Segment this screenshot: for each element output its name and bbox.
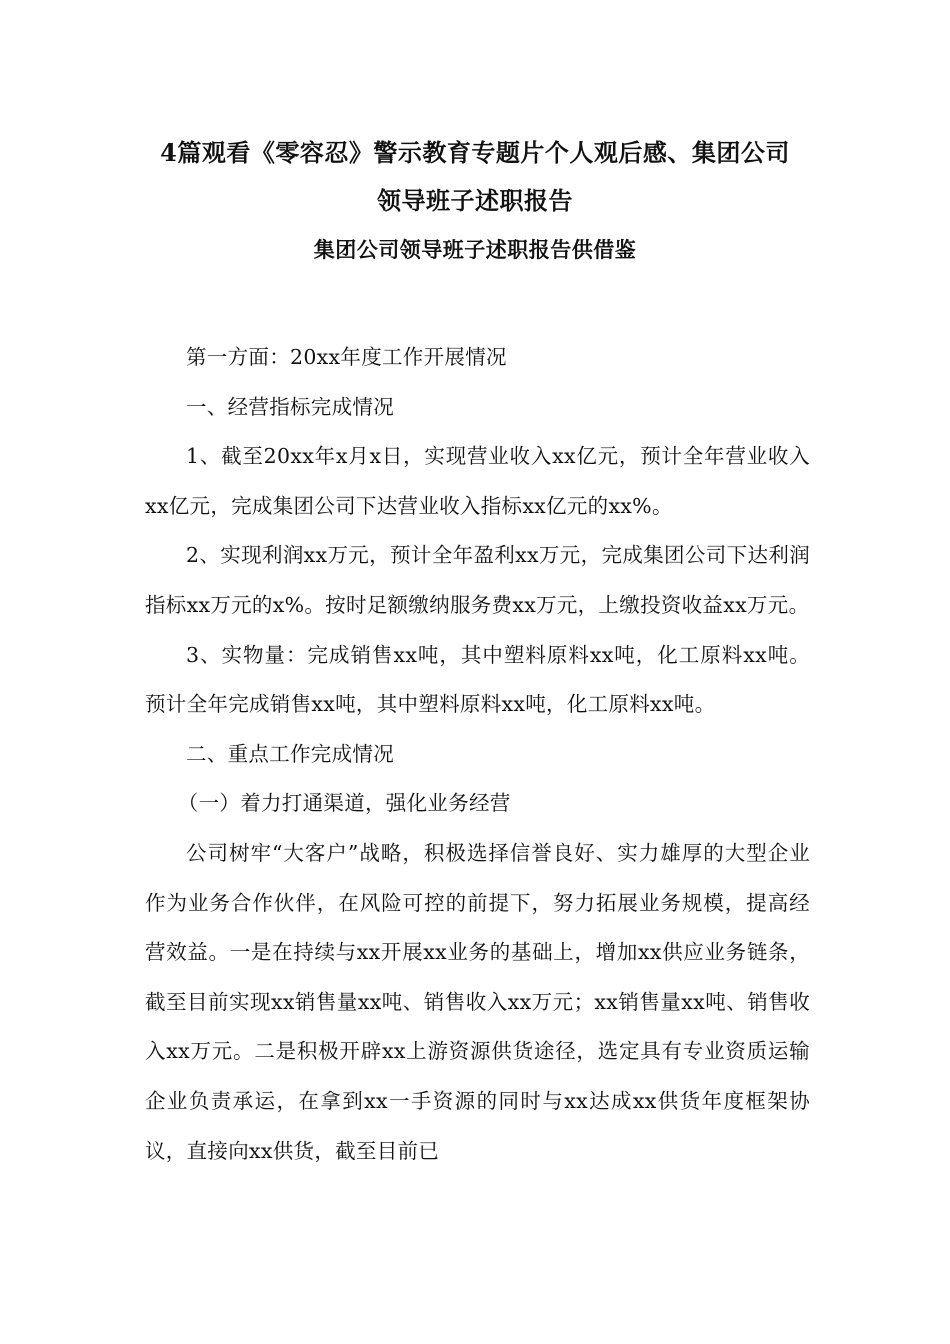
subsection-heading: 一、经营指标完成情况	[186, 394, 394, 419]
subsection-heading: 二、重点工作完成情况	[186, 741, 394, 766]
body-paragraph: 3、实物量：完成销售xx吨，其中塑料原料xx吨，化工原料xx吨。预计全年完成销售xx吨，其中塑料原料xx吨，化工原料xx吨。	[145, 642, 810, 717]
document-subtitle: 集团公司领导班子述职报告供借鉴	[313, 237, 637, 262]
document-title-line-1: 4篇观看《零容忍》警示教育专题片个人观后感、集团公司	[160, 138, 790, 167]
body-paragraph: 1、截至20xx年x月x日，实现营业收入xx亿元，预计全年营业收入xx亿元，完成集团公司下达营业收入指标xx亿元的xx%。	[145, 444, 810, 518]
body-paragraph: 2、实现利润xx万元，预计全年盈利xx万元，完成集团公司下达利润指标xx万元的x%。按时足额缴纳服务费xx万元，上缴投资收益xx万元。	[145, 543, 810, 617]
sub-subsection-heading: （一）着力打通渠道，强化业务经营	[177, 791, 511, 816]
document-title-line-2: 领导班子述职报告	[377, 186, 573, 215]
section-heading: 第一方面：20xx年度工作开展情况	[186, 345, 507, 369]
document-body	[145, 333, 810, 1176]
body-paragraph: 公司树牢“大客户”战略，积极选择信誉良好、实力雄厚的大型企业作为业务合作伙伴，在风险可控的前提下，努力拓展业务规模，提高经营效益。一是在持续与xx开展xx业务的基础上，增加xx供应业务链条，截至目前实现xx销售量xx吨、销售收入xx万元；xx销售量xx吨、销售收入xx万元。二是积极开辟xx上游资源供货途径，选定具有专业资质运输企业负责承运，在拿到xx一手资源的同时与xx达成xx供货年度框架协议，直接向xx供货，截至目前已	[145, 840, 810, 1163]
